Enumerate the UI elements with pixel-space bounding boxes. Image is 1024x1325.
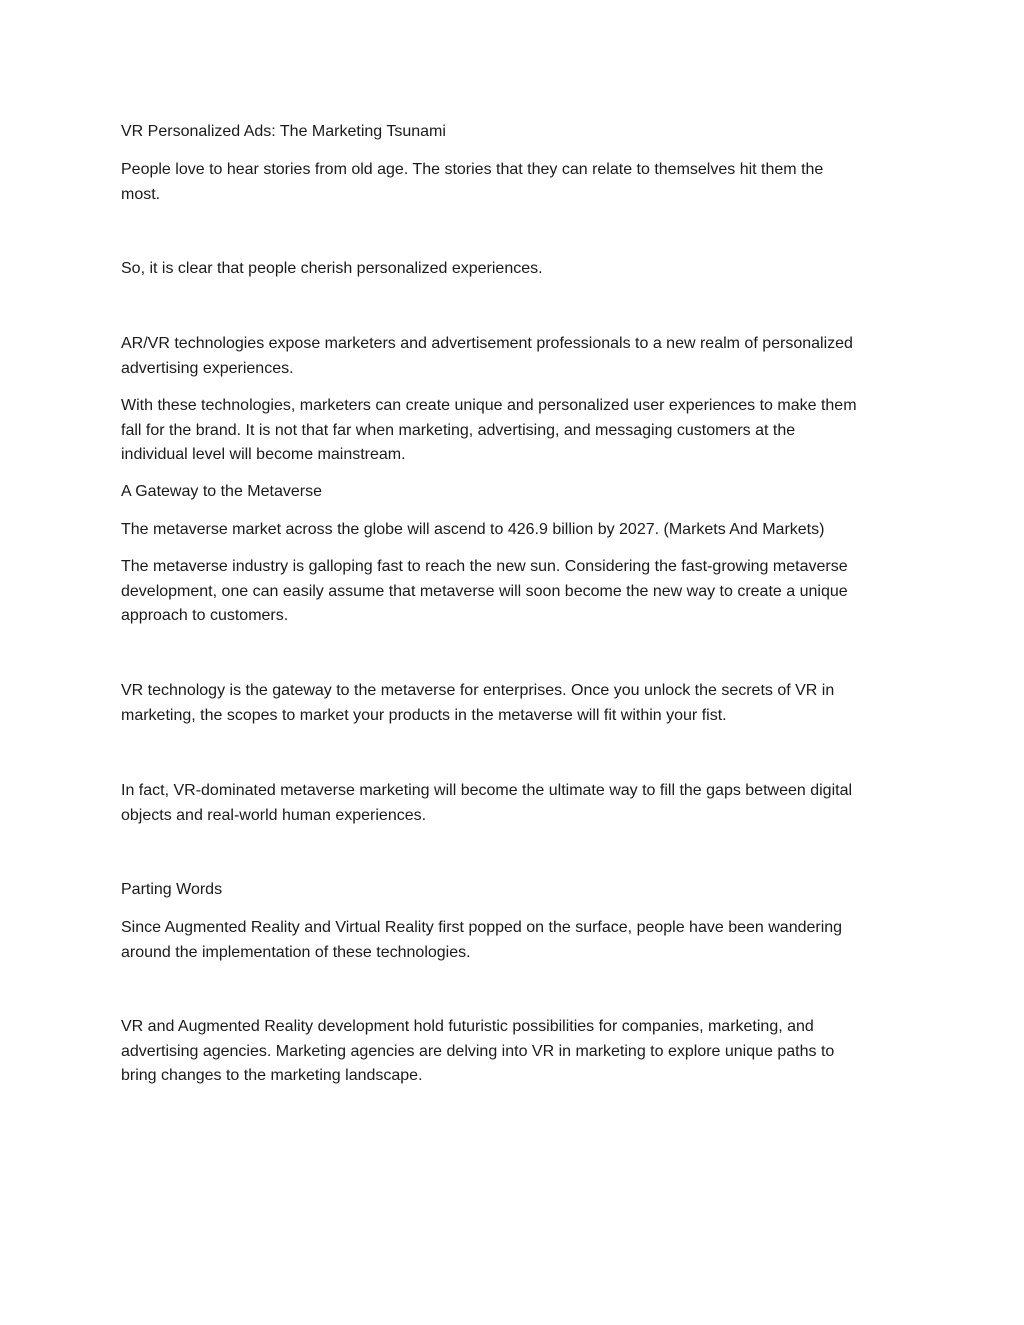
paragraph-line: VR technology is the gateway to the metaverse for enterprises. Once you unlock the secrets of VR in	[121, 682, 835, 699]
paragraph-ar-vr-surface	[121, 916, 921, 965]
paragraph-vr-dominated	[121, 779, 921, 828]
paragraph-ar-vr-technologies	[121, 332, 921, 381]
paragraph-line: People love to hear stories from old age. The stories that they can relate to themselves hit them the	[121, 161, 824, 178]
paragraph-line: objects and real-world human experiences.	[121, 806, 427, 824]
paragraph-line: In fact, VR-dominated metaverse marketing will become the ultimate way to fill the gaps between digital	[121, 782, 853, 799]
paragraph-metaverse-market	[121, 518, 921, 543]
paragraph-line: marketing, the scopes to market your products in the metaverse will fit within your fist.	[121, 706, 727, 724]
paragraph-metaverse-industry	[121, 555, 921, 629]
heading-parting-words	[121, 878, 921, 903]
heading-gateway-metaverse	[121, 480, 921, 505]
paragraph-line: individual level will become mainstream.	[121, 446, 406, 463]
paragraph-line: AR/VR technologies expose marketers and advertisement professionals to a new realm of personalized	[121, 335, 853, 352]
paragraph-vr-ar-development	[121, 1015, 921, 1089]
heading-text: VR Personalized Ads: The Marketing Tsunami	[121, 123, 446, 140]
paragraph-line: The metaverse industry is galloping fast to reach the new sun. Considering the fast-growing metaverse	[121, 558, 848, 575]
paragraph-line: VR and Augmented Reality development hold futuristic possibilities for companies, marketing, and	[121, 1018, 814, 1035]
paragraph-stories	[121, 158, 921, 207]
heading-text: Parting Words	[121, 881, 223, 898]
paragraph-line: So, it is clear that people cherish personalized experiences.	[121, 260, 543, 277]
paragraph-vr-gateway	[121, 679, 921, 728]
paragraph-line: approach to customers.	[121, 607, 289, 624]
paragraph-line: With these technologies, marketers can create unique and personalized user experiences to make them	[121, 397, 857, 414]
paragraph-line: advertising experiences.	[121, 359, 294, 377]
paragraph-line: The metaverse market across the globe will ascend to 426.9 billion by 2027. (Markets And Markets)	[121, 521, 825, 538]
paragraph-line: fall for the brand. It is not that far when marketing, advertising, and messaging customers at the	[121, 421, 796, 439]
paragraph-marketers-create	[121, 394, 921, 468]
paragraph-line: Since Augmented Reality and Virtual Reality first popped on the surface, people have been wandering	[121, 919, 843, 936]
paragraph-line: around the implementation of these technologies.	[121, 943, 471, 961]
paragraph-line: advertising agencies. Marketing agencies are delving into VR in marketing to explore unique paths to	[121, 1042, 835, 1060]
paragraph-line: most.	[121, 185, 161, 203]
paragraph-personalized-experiences	[121, 257, 921, 282]
heading-text: A Gateway to the Metaverse	[121, 483, 322, 500]
paragraph-line: development, one can easily assume that metaverse will soon become the new way to create a unique	[121, 582, 848, 600]
heading-vr-personalized-ads	[121, 120, 921, 145]
paragraph-line: bring changes to the marketing landscape.	[121, 1067, 423, 1084]
